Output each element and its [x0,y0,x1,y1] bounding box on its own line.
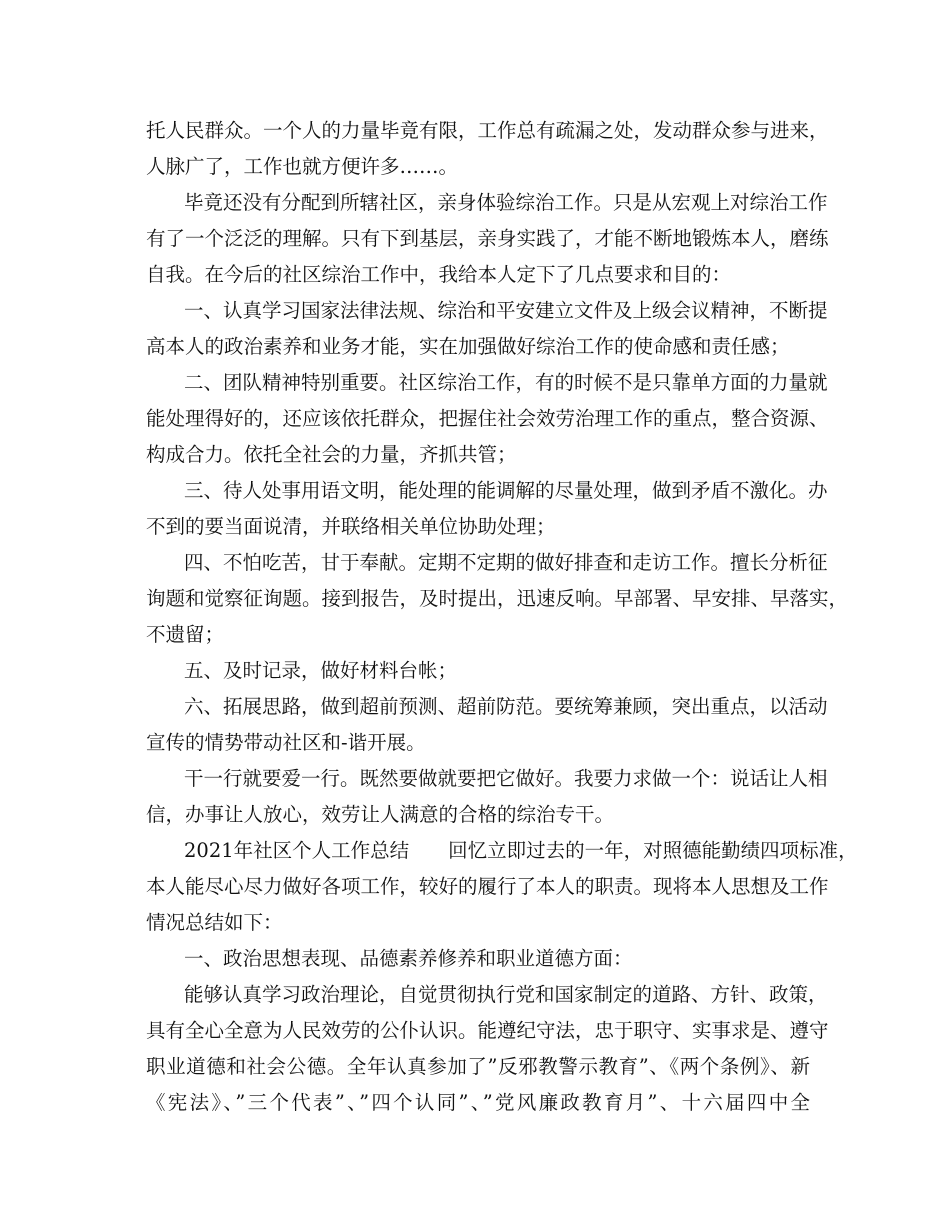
text-line: 职业道德和社会公德。全年认真参加了”反邪教警示教育”、《两个条例》、新 [146,1055,810,1078]
text-line: 能够认真学习政治理论，自觉贯彻执行党和国家制定的道路、方针、政策， [184,983,828,1006]
text-line: 能处理得好的，还应该依托群众，把握住社会效劳治理工作的重点，整合资源、 [146,407,829,430]
text-line: 询题和觉察征询题。接到报告，及时提出，迅速反响。早部署、早安排、早落实， [146,587,849,610]
text-line: 有了一个泛泛的理解。只有下到基层，亲身实践了，才能不断地锻炼本人，磨练 [146,227,829,250]
text-line: 毕竟还没有分配到所辖社区，亲身体验综治工作。只是从宏观上对综治工作 [184,191,828,214]
text-line: 具有全心全意为人民效劳的公仆认识。能遵纪守法，忠于职守、实事求是、遵守 [146,1019,829,1042]
text-line: 不到的要当面说清，并联络相关单位协助处理； [146,515,556,538]
text-line: 本人能尽心尽力做好各项工作，较好的履行了本人的职责。现将本人思想及工作 [146,875,829,898]
text-line: 《宪法》、”三个代表”、”四个认同”、”党风廉政教育月”、十六届四中全 [146,1091,810,1114]
text-line: 情况总结如下： [146,911,283,934]
document-body [146,113,858,1121]
text-line: 五、及时记录，做好材料台帐； [184,659,458,682]
text-line: 三、待人处事用语文明，能处理的能调解的尽量处理，做到矛盾不激化。办 [184,479,828,502]
text-line: 信，办事让人放心，效劳让人满意的合格的综治专干。 [146,803,615,826]
text-line: 高本人的政治素养和业务才能，实在加强做好综治工作的使命感和责任感； [146,335,790,358]
text-line: 四、不怕吃苦，甘于奉献。定期不定期的做好排查和走访工作。擅长分析征 [184,551,828,574]
text-line: 自我。在今后的社区综治工作中，我给本人定下了几点要求和目的： [146,263,732,286]
text-line: 构成合力。依托全社会的力量，齐抓共管； [146,443,517,466]
text-line: 宣传的情势带动社区和-谐开展。 [146,731,426,754]
text-line: 2021年社区个人工作总结 回忆立即过去的一年，对照德能勤绩四项标准， [184,839,858,862]
text-line: 一、政治思想表现、品德素养修养和职业道德方面： [184,947,633,970]
text-line: 人脉广了，工作也就方便许多……。 [146,155,459,178]
text-line: 二、团队精神特别重要。社区综治工作，有的时候不是只靠单方面的力量就 [184,371,828,394]
text-line: 干一行就要爱一行。既然要做就要把它做好。我要力求做一个：说话让人相 [184,767,828,790]
text-line: 不遗留； [146,623,225,646]
text-line: 一、认真学习国家法律法规、综治和平安建立文件及上级会议精神，不断提 [184,299,828,322]
text-line: 六、拓展思路，做到超前预测、超前防范。要统筹兼顾，突出重点，以活动 [184,695,828,718]
text-line: 托人民群众。一个人的力量毕竟有限，工作总有疏漏之处，发动群众参与进来， [146,119,829,142]
